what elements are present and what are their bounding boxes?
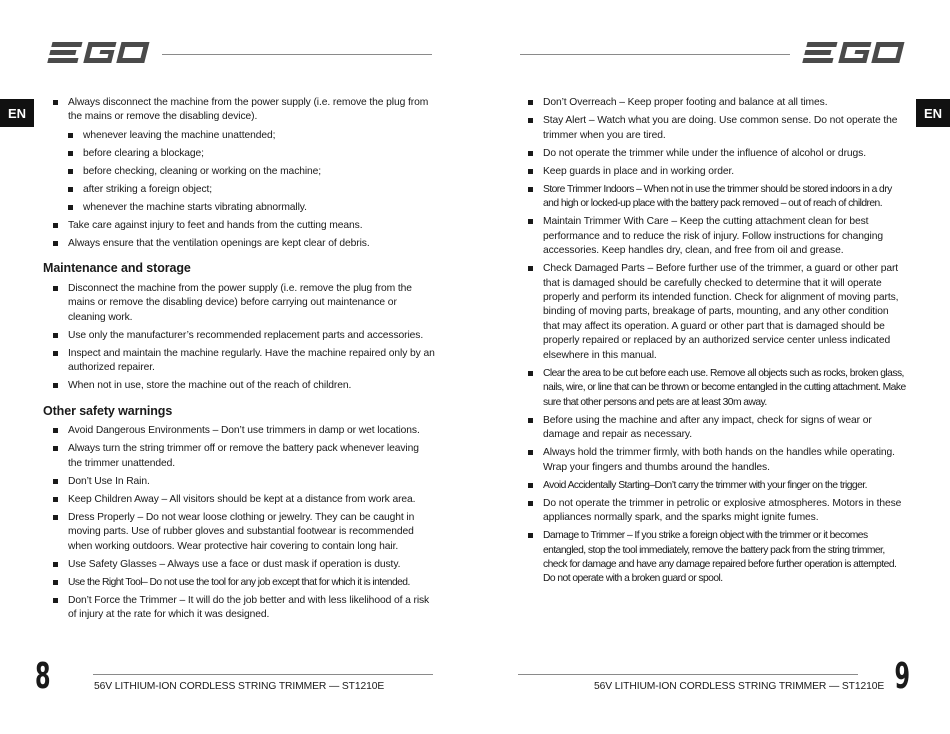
footer-title-right: 56V LITHIUM-ION CORDLESS STRING TRIMMER — ST1210E (594, 681, 885, 692)
right-page-content (528, 96, 906, 591)
list-item: Check Damaged Parts – Before further use of the trimmer, a guard or other part that is damaged should be carefully checked to determine that it will operate properly and perform its intended function. Check for alignment of moving parts, binding of moving parts, breakage of parts, mounting, and any other condition that may affect its operation. A guard or other part that is damaged should be properly repaired or replaced by an authorized service center unless indicated elsewhere in this manual. (528, 262, 906, 363)
ego-logo-left (43, 40, 151, 66)
intro-bullet-list (43, 96, 435, 125)
list-item: Don’t Overreach – Keep proper footing and balance at all times. (528, 96, 906, 110)
language-tab-left: EN (0, 99, 34, 127)
ego-logo-icon (798, 40, 906, 66)
sub-bullet-list (43, 129, 435, 216)
list-item: Avoid Accidentally Starting–Don’t carry the trimmer with your finger on the trigger. (528, 479, 906, 493)
list-item: whenever the machine starts vibrating abnormally. (43, 201, 435, 215)
list-item: Maintain Trimmer With Care – Keep the cutting attachment clean for best performance and to reduce the risk of injury. Follow instructions for changing accessories. Keep handles dry, clean, and free from oil and grease. (528, 215, 906, 258)
ego-logo-right (798, 40, 906, 66)
other-safety-heading: Other safety warnings (43, 403, 173, 418)
list-item: Always ensure that the ventilation openings are kept clear of debris. (43, 237, 435, 251)
list-item: Clear the area to be cut before each use. Remove all objects such as rocks, broken glass, nails, wire, or line that can be thrown or become entangled in the cutting attachment. Make sure that other persons and pets are at least 30m away. (528, 367, 906, 410)
list-item: Inspect and maintain the machine regularly. Have the machine repaired only by an authorized repairer. (43, 347, 435, 376)
list-item: Avoid Dangerous Environments – Don’t use trimmers in damp or wet locations. (43, 424, 435, 438)
list-item: Use only the manufacturer’s recommended replacement parts and accessories. (43, 329, 435, 343)
list-item: Use Safety Glasses – Always use a face or dust mask if operation is dusty. (43, 558, 435, 572)
list-item: Always disconnect the machine from the power supply (i.e. remove the plug from the mains or remove the disabling device). (43, 96, 435, 125)
list-item: whenever leaving the machine unattended; (43, 129, 435, 143)
page-number-right: 9 (894, 656, 910, 697)
list-item: Don’t Use In Rain. (43, 475, 435, 489)
other-safety-bullet-list (43, 424, 435, 623)
left-page-content (43, 96, 435, 627)
header-rule-left (162, 54, 432, 55)
maintenance-heading: Maintenance and storage (43, 261, 191, 276)
list-item: before checking, cleaning or working on the machine; (43, 165, 435, 179)
list-item: Keep guards in place and in working order. (528, 165, 906, 179)
right-bullet-list (528, 96, 906, 587)
list-item: Don’t Force the Trimmer – It will do the job better and with less likelihood of a risk of injury at the rate for which it was designed. (43, 594, 435, 623)
language-tab-right: EN (916, 99, 950, 127)
header-rule-right (520, 54, 790, 55)
ego-logo-icon (43, 40, 151, 66)
list-item: Use the Right Tool– Do not use the tool for any job except that for which it is intended. (43, 576, 435, 590)
list-item: Always hold the trimmer firmly, with both hands on the handles while operating. Wrap your fingers and thumbs around the handles. (528, 446, 906, 475)
general-bullet-list (43, 219, 435, 252)
footer-rule-left (93, 674, 433, 675)
maintenance-bullet-list (43, 282, 435, 394)
page-number-left: 8 (35, 656, 51, 697)
list-item: Always turn the string trimmer off or remove the battery pack whenever leaving the trimmer unattended. (43, 442, 435, 471)
list-item: Do not operate the trimmer in petrolic or explosive atmospheres. Motors in these appliances normally spark, and the sparks might ignite fumes. (528, 497, 906, 526)
list-item: Before using the machine and after any impact, check for signs of wear or damage and repair as necessary. (528, 414, 906, 443)
list-item: Store Trimmer Indoors – When not in use the trimmer should be stored indoors in a dry and high or locked-up place with the battery pack removed – out of reach of children. (528, 183, 906, 212)
list-item: Dress Properly – Do not wear loose clothing or jewelry. They can be caught in moving parts. Use of rubber gloves and substantial footwear is recommended when working outdoors. Wear protective hair covering to contain long hair. (43, 511, 435, 554)
list-item: Take care against injury to feet and hands from the cutting means. (43, 219, 435, 233)
footer-title-left: 56V LITHIUM-ION CORDLESS STRING TRIMMER — ST1210E (94, 681, 385, 692)
list-item: Disconnect the machine from the power supply (i.e. remove the plug from the mains or remove the disabling device) before carrying out maintenance or cleaning work. (43, 282, 435, 325)
list-item: before clearing a blockage; (43, 147, 435, 161)
footer-rule-right (518, 674, 858, 675)
list-item: Damage to Trimmer – If you strike a foreign object with the trimmer or it becomes entangled, stop the tool immediately, remove the battery pack from the string trimmer, check for damage and have any damage repaired before further operation is attempted. Do not operate with a broken guard or spool. (528, 529, 906, 587)
list-item: Do not operate the trimmer while under the influence of alcohol or drugs. (528, 147, 906, 161)
list-item: Stay Alert – Watch what you are doing. Use common sense. Do not operate the trimmer when you are tired. (528, 114, 906, 143)
list-item: When not in use, store the machine out of the reach of children. (43, 379, 435, 393)
list-item: after striking a foreign object; (43, 183, 435, 197)
list-item: Keep Children Away – All visitors should be kept at a distance from work area. (43, 493, 435, 507)
